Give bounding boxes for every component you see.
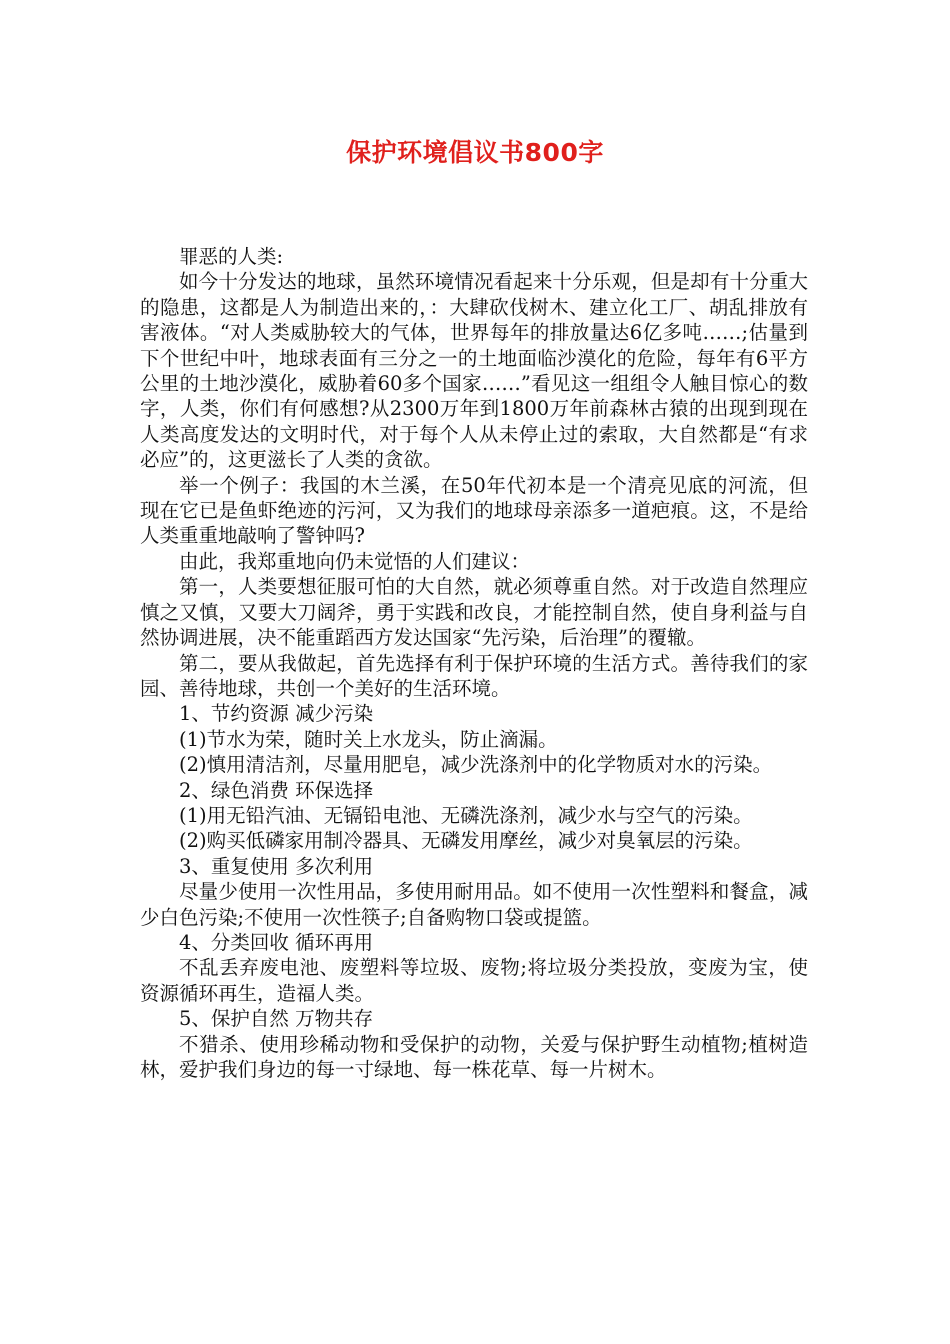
paragraph: 第二，要从我做起，首先选择有利于保护环境的生活方式。善待我们的家园、善待地球，共创一个美好的生活环境。	[140, 651, 808, 700]
paragraph: 第一，人类要想征服可怕的大自然，就必须尊重自然。对于改造自然理应慎之又慎，又要大刀阔斧，勇于实践和改良，才能控制自然，使自身利益与自然协调进展，决不能重蹈西方发达国家“先污染，后治理”的覆辙。	[140, 575, 808, 650]
list-item: (1)用无铅汽油、无镉铅电池、无磷洗涤剂，减少水与空气的污染。	[179, 803, 753, 827]
paragraph: 举一个例子：我国的木兰溪，在50年代初本是一个清亮见底的河流，但现在它已是鱼虾绝迹的污河，又为我们的地球母亲添多一道疤痕。这，不是给人类重重地敲响了警钟吗?	[140, 473, 808, 548]
document-title: 保护环境倡议书800字	[346, 138, 604, 167]
document-body	[140, 244, 808, 1082]
section-heading: 5、保护自然 万物共存	[179, 1007, 374, 1031]
list-item: (1)节水为荣，随时关上水龙头，防止滴漏。	[179, 727, 558, 751]
paragraph: 如今十分发达的地球，虽然环境情况看起来十分乐观，但是却有十分重大的隐患，这都是人为制造出来的，：大肆砍伐树木、建立化工厂、胡乱排放有害液体。“对人类威胁较大的气体，世界每年的排放量达6亿多吨……;估量到下个世纪中叶，地球表面有三分之一的土地面临沙漠化的危险，每年有6平方公里的土地沙漠化，威胁着60多个国家……”看见这一组组令人触目惊心的数字，人类，你们有何感想?从2300万年到1800万年前森林古猿的出现到现在人类高度发达的文明时代，对于每个人从未停止过的索取，大自然都是“有求必应”的，这更滋长了人类的贪欲。	[140, 270, 808, 472]
section-heading: 3、重复使用 多次利用	[179, 854, 374, 878]
list-item: (2)慎用清洁剂，尽量用肥皂，减少洗涤剂中的化学物质对水的污染。	[179, 753, 773, 777]
list-item: 不猎杀、使用珍稀动物和受保护的动物，关爱与保护野生动植物;植树造林，爱护我们身边的每一寸绿地、每一株花草、每一片树木。	[140, 1032, 808, 1081]
list-item: 不乱丢弃废电池、废塑料等垃圾、废物;将垃圾分类投放，变废为宝，使资源循环再生，造福人类。	[140, 956, 808, 1005]
section-heading: 1、节约资源 减少污染	[179, 702, 374, 726]
section-heading: 4、分类回收 循环再用	[179, 930, 374, 954]
list-item: 尽量少使用一次性用品，多使用耐用品。如不使用一次性塑料和餐盒，减少白色污染;不使用一次性筷子;自备购物口袋或提篮。	[140, 880, 808, 929]
paragraph: 由此，我郑重地向仍未觉悟的人们建议：	[179, 549, 531, 573]
list-item: (2)购买低磷家用制冷器具、无磷发用摩丝，减少对臭氧层的污染。	[179, 829, 753, 853]
section-heading: 2、绿色消费 环保选择	[179, 778, 374, 802]
salutation: 罪恶的人类:	[179, 245, 284, 268]
